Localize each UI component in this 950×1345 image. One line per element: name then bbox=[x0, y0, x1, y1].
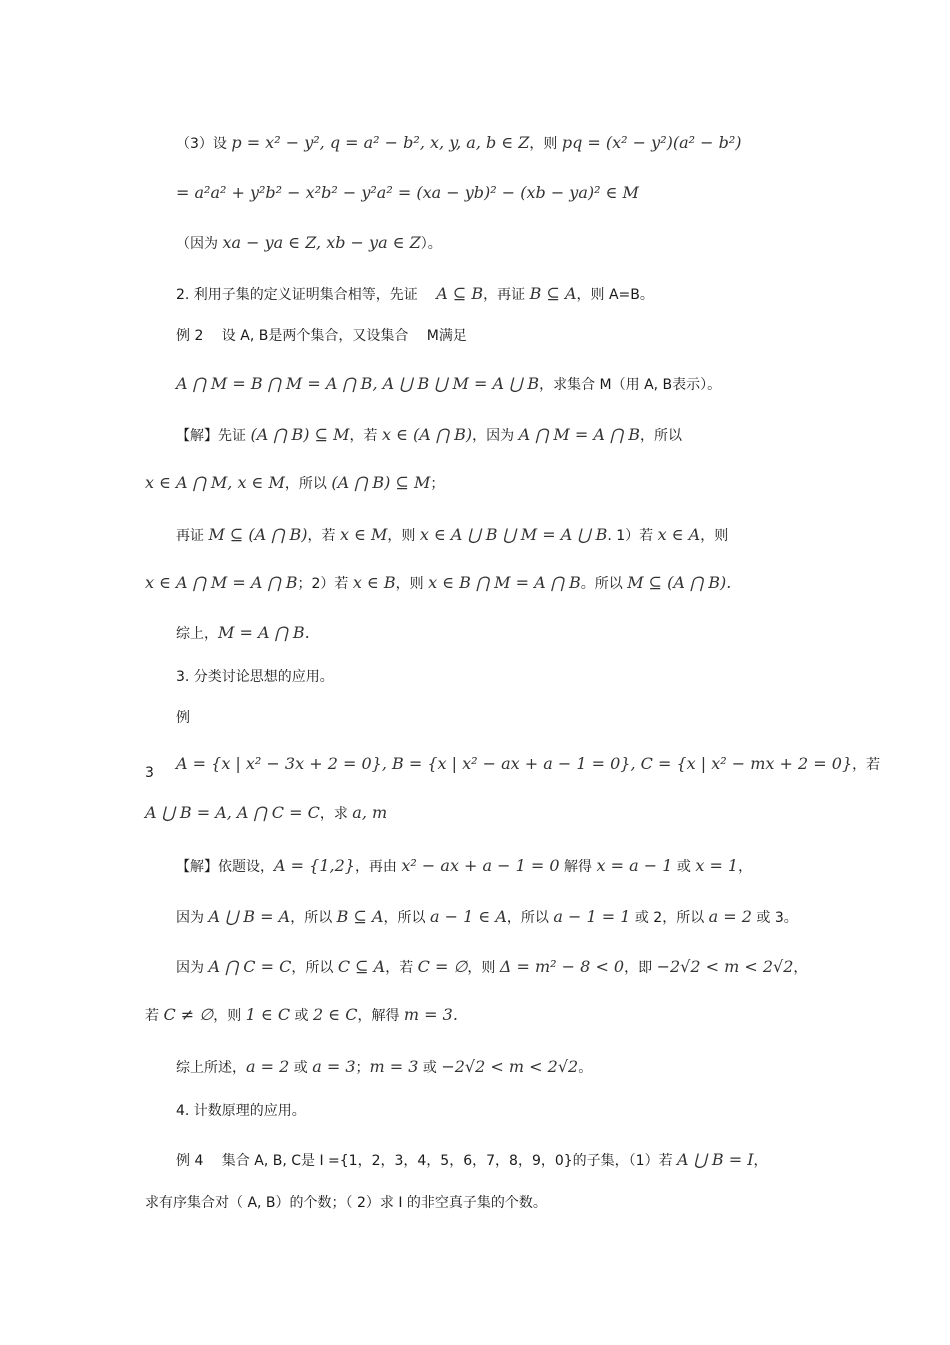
math-formula: A = {1,2} bbox=[274, 856, 355, 875]
text-line bbox=[145, 802, 387, 825]
text-run: 因为 bbox=[176, 910, 209, 926]
math-formula: −2√2 < m < 2√2 bbox=[656, 957, 794, 976]
math-formula: x ∈ A bbox=[657, 525, 701, 544]
math-formula: B ⊆ A bbox=[529, 284, 577, 303]
math-formula: B ⊆ A bbox=[336, 907, 384, 926]
text-run: 3. 分类讨论思想的应用。 bbox=[176, 669, 334, 685]
math-formula: = a²a² + y²b² − x²b² − y²a² = (xa − yb)² − (xb − ya)² ∈ M bbox=[176, 183, 639, 202]
text-run: 3 bbox=[145, 765, 154, 781]
text-line bbox=[176, 132, 742, 155]
text-run: ，若 bbox=[852, 757, 881, 773]
text-run: ，则 bbox=[700, 528, 729, 544]
math-formula: a, m bbox=[352, 803, 388, 822]
text-run: ，则 bbox=[213, 1008, 246, 1024]
text-line bbox=[145, 1004, 458, 1027]
math-formula: M ⊆ (A ⋂ B) bbox=[208, 525, 308, 544]
math-formula: x ∈ (A ⋂ B) bbox=[381, 425, 473, 444]
text-run: 若 bbox=[145, 1008, 164, 1024]
text-line bbox=[176, 325, 467, 347]
text-run: ，所以 bbox=[284, 476, 332, 492]
math-formula: (A ⋂ B) ⊆ M bbox=[250, 425, 350, 444]
math-formula: C ≠ ∅ bbox=[163, 1005, 214, 1024]
text-line bbox=[176, 182, 639, 205]
text-run: ，则 bbox=[395, 576, 429, 592]
text-line bbox=[176, 707, 190, 729]
text-run: ，所以 bbox=[291, 960, 338, 976]
text-line bbox=[176, 753, 880, 776]
math-formula: C = ∅ bbox=[417, 957, 468, 976]
text-run: 例 bbox=[176, 710, 190, 726]
text-run: ，求集合 M（用 A, B表示）。 bbox=[539, 377, 722, 393]
math-formula: x ∈ M bbox=[339, 525, 388, 544]
text-run: ，若 bbox=[385, 960, 418, 976]
text-run: （因为 bbox=[176, 236, 223, 252]
math-formula: x ∈ B bbox=[352, 573, 396, 592]
math-formula: a = 2 bbox=[708, 907, 752, 926]
text-run: 因为 bbox=[176, 960, 209, 976]
math-formula: C ⊆ A bbox=[337, 957, 386, 976]
math-formula: A ⋃ B = A, A ⋂ C = C bbox=[145, 803, 320, 822]
text-run: ，即 bbox=[624, 960, 657, 976]
text-line bbox=[176, 424, 682, 447]
text-run: 【解】先证 bbox=[176, 428, 251, 444]
text-line bbox=[176, 373, 721, 396]
math-formula: M = A ⋂ B. bbox=[218, 623, 310, 642]
math-formula: x ∈ B ⋂ M = A ⋂ B bbox=[428, 573, 581, 592]
text-run: ，再证 bbox=[483, 287, 530, 303]
text-run: ）。 bbox=[420, 236, 442, 252]
math-formula: −2√2 < m < 2√2 bbox=[441, 1057, 579, 1076]
text-run: 。所以 bbox=[580, 576, 628, 592]
math-formula: A = {x | x² − 3x + 2 = 0}, B = {x | x² − ax + a − 1 = 0}, C = {x | x² − mx + 2 = 0} bbox=[176, 754, 853, 773]
text-line bbox=[145, 572, 731, 595]
text-run: ， bbox=[793, 960, 808, 976]
math-formula: Δ = m² − 8 < 0 bbox=[499, 957, 625, 976]
text-run: 或 bbox=[418, 1060, 442, 1076]
text-run: ，则 bbox=[387, 528, 420, 544]
text-line bbox=[176, 1056, 592, 1079]
text-run: ， bbox=[738, 859, 753, 875]
text-run: 综上所述， bbox=[176, 1060, 246, 1076]
text-line bbox=[145, 1192, 547, 1214]
text-run: 或 bbox=[289, 1060, 313, 1076]
text-line bbox=[176, 906, 798, 929]
math-formula: A ⋃ B = I bbox=[677, 1150, 754, 1169]
text-run: 求有序集合对（ A, B）的个数；（ 2）求 I 的非空真子集的个数。 bbox=[145, 1195, 547, 1211]
text-run: 4. 计数原理的应用。 bbox=[176, 1103, 306, 1119]
text-run: 。 bbox=[578, 1060, 593, 1076]
text-run: ，所以 bbox=[290, 910, 337, 926]
text-run: ，求 bbox=[319, 806, 353, 822]
text-run: ，则 bbox=[529, 136, 562, 152]
math-formula: p = x² − y², q = a² − b², x, y, a, b ∈ Z bbox=[231, 133, 530, 152]
text-run: ，所以 bbox=[639, 428, 682, 444]
text-run: 例 4 集合 A, B, C是 I ={1，2，3，4，5，6，7，8，9，0}的子集，（1）若 bbox=[176, 1153, 678, 1169]
text-run: ； bbox=[355, 1060, 370, 1076]
text-run: ，解得 bbox=[357, 1008, 404, 1024]
math-formula: 1 ∈ C bbox=[245, 1005, 291, 1024]
text-line bbox=[176, 622, 310, 645]
text-run: ，因为 bbox=[472, 428, 519, 444]
math-formula: pq = (x² − y²)(a² − b²) bbox=[561, 133, 742, 152]
text-line bbox=[176, 232, 442, 255]
text-line bbox=[176, 1100, 306, 1122]
text-run: ，则 A=B。 bbox=[576, 287, 654, 303]
text-run: ，若 bbox=[349, 428, 382, 444]
math-formula: x = 1 bbox=[695, 856, 739, 875]
text-run: 或 2，所以 bbox=[630, 910, 709, 926]
math-formula: a = 3 bbox=[312, 1057, 356, 1076]
text-line bbox=[176, 283, 654, 306]
text-line bbox=[176, 524, 728, 547]
math-formula: m = 3. bbox=[403, 1005, 458, 1024]
math-formula: x = a − 1 bbox=[596, 856, 673, 875]
math-formula: M ⊆ (A ⋂ B). bbox=[627, 573, 732, 592]
text-run: 或 bbox=[290, 1008, 314, 1024]
text-run: ，再由 bbox=[354, 859, 402, 875]
text-run: ， bbox=[753, 1153, 768, 1169]
math-formula: A ⋂ M = A ⋂ B bbox=[518, 425, 640, 444]
math-formula: x ∈ A ⋂ M, x ∈ M bbox=[145, 473, 285, 492]
text-run: 再证 bbox=[176, 528, 209, 544]
text-run: . 1）若 bbox=[607, 528, 658, 544]
text-line bbox=[176, 1149, 768, 1172]
math-formula: a − 1 ∈ A bbox=[430, 907, 507, 926]
text-run: ，所以 bbox=[506, 910, 554, 926]
math-formula: (A ⋂ B) ⊆ M bbox=[331, 473, 431, 492]
text-run: 【解】依题设， bbox=[176, 859, 274, 875]
math-formula: A ⋂ C = C bbox=[208, 957, 292, 976]
text-run: ，则 bbox=[467, 960, 500, 976]
text-run: 例 2 设 A, B是两个集合，又设集合 M满足 bbox=[176, 328, 467, 344]
math-formula: x ∈ A ⋃ B ⋃ M = A ⋃ B bbox=[419, 525, 608, 544]
math-formula: xa − ya ∈ Z, xb − ya ∈ Z bbox=[222, 233, 421, 252]
math-formula: A ⋃ B = A bbox=[208, 907, 291, 926]
text-line bbox=[145, 472, 444, 495]
text-run: 综上， bbox=[176, 626, 218, 642]
math-formula: x ∈ A ⋂ M = A ⋂ B bbox=[145, 573, 298, 592]
math-formula: A ⊆ B bbox=[436, 284, 484, 303]
math-formula: x² − ax + a − 1 = 0 bbox=[401, 856, 560, 875]
text-run: ，若 bbox=[307, 528, 340, 544]
text-run: ；2）若 bbox=[297, 576, 353, 592]
text-run: 2. 利用子集的定义证明集合相等，先证 bbox=[176, 287, 437, 303]
math-formula: A ⋂ M = B ⋂ M = A ⋂ B, A ⋃ B ⋃ M = A ⋃ B bbox=[176, 374, 540, 393]
text-line bbox=[176, 855, 752, 878]
text-run: ，所以 bbox=[383, 910, 430, 926]
text-run: 或 3。 bbox=[751, 910, 798, 926]
text-line bbox=[176, 956, 807, 979]
math-formula: a = 2 bbox=[246, 1057, 290, 1076]
math-formula: m = 3 bbox=[369, 1057, 419, 1076]
text-line bbox=[176, 666, 334, 688]
text-run: （3）设 bbox=[176, 136, 232, 152]
math-formula: a − 1 = 1 bbox=[553, 907, 631, 926]
math-formula: 2 ∈ C bbox=[313, 1005, 358, 1024]
text-run: 解得 bbox=[559, 859, 597, 875]
text-line bbox=[145, 762, 154, 784]
text-run: ； bbox=[430, 476, 445, 492]
text-run: 或 bbox=[672, 859, 696, 875]
